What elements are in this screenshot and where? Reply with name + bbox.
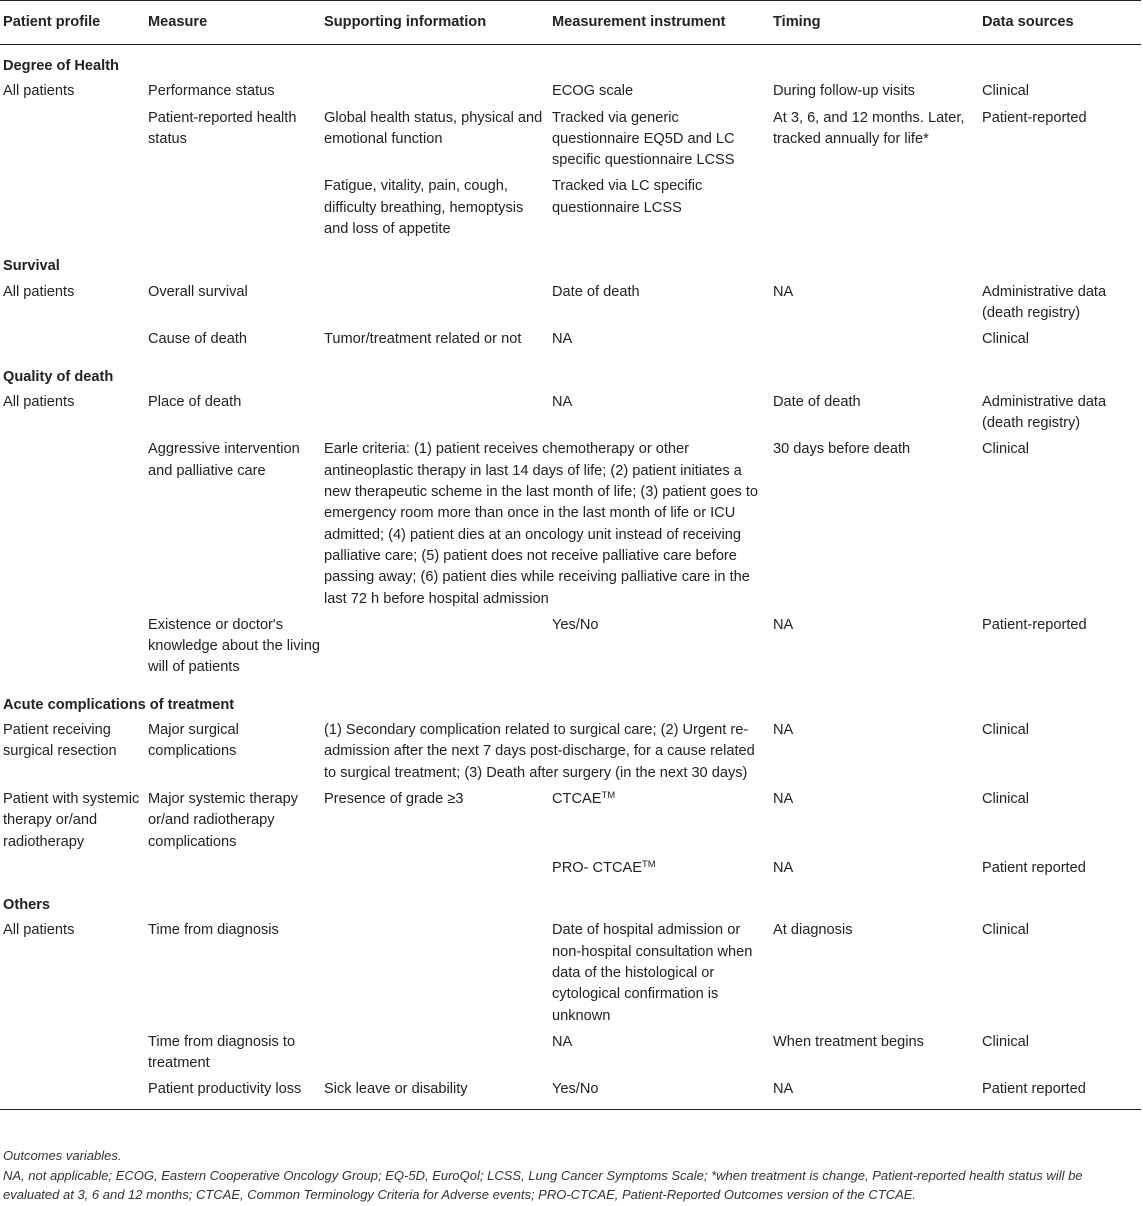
cell-supporting-information xyxy=(321,392,549,440)
cell-supporting-information xyxy=(321,789,549,858)
cell-measure xyxy=(145,392,321,440)
cell-text: Tumor/treatment related or not xyxy=(324,331,522,348)
table-row xyxy=(0,920,1141,1031)
table-row xyxy=(0,392,1141,440)
cell-measurement-instrument xyxy=(549,858,770,884)
cell-data-sources xyxy=(979,329,1141,355)
cell-patient-profile xyxy=(0,282,145,330)
cell-data-sources xyxy=(979,1079,1141,1109)
section-row xyxy=(0,684,1141,720)
section-row xyxy=(0,45,1141,82)
table-row xyxy=(0,81,1141,107)
cell-text: NA xyxy=(552,331,573,348)
abbreviations-note: NA, not applicable; ECOG, Eastern Cooperative Oncology Group; EQ-5D, EuroQol; LCSS, Lung Cancer Symptoms Scale; *when treatment is change, Patient-reported health status will be evaluated at 3, 6 and 12 months; CTCAE, Common Terminology Criteria for Adverse events; PRO-CTCAE, Patient-Reported Outcomes version of the CTCAE. xyxy=(3,1167,1083,1202)
cell-timing xyxy=(770,108,979,177)
cell-patient-profile xyxy=(0,329,145,355)
cell-text: NA xyxy=(773,859,794,876)
cell-text: Patient receiving surgical resection xyxy=(3,722,117,760)
trademark-mark: TM xyxy=(642,858,656,870)
cell-text: Performance status xyxy=(148,83,275,100)
cell-measurement-instrument xyxy=(549,392,770,440)
cell-text: NA xyxy=(552,393,573,410)
cell-supporting-information xyxy=(321,282,549,330)
cell-patient-profile xyxy=(0,108,145,177)
cell-text: Earle criteria: (1) patient receives chemotherapy or other antineoplastic therapy in last 14 days of life; (2) patient initiates a new therapeutic scheme in the last month of life; (3) patient goes to emergency room more than once in the last month of life or ICU admitted; (4) patient dies at an oncology unit instead of receiving palliative care; (5) patient does not receive palliative care before passing away; (6) patient dies while receiving palliative care in the last 72 h before hospital admission xyxy=(324,441,759,607)
cell-supporting-information xyxy=(321,720,770,789)
cell-measurement-instrument xyxy=(549,329,770,355)
cell-text: Place of death xyxy=(148,393,242,410)
table-row xyxy=(0,282,1141,330)
cell-text: NA xyxy=(773,1081,794,1098)
cell-timing xyxy=(770,392,979,440)
cell-patient-profile xyxy=(0,789,145,858)
table-row xyxy=(0,1079,1141,1109)
section-title: Others xyxy=(3,897,51,914)
section-row xyxy=(0,245,1141,281)
cell-text: Clinical xyxy=(982,83,1030,100)
cell-timing xyxy=(770,858,979,884)
cell-text: Existence or doctor's knowledge about the living will of patients xyxy=(148,616,321,676)
cell-text: Cause of death xyxy=(148,331,247,348)
cell-text: Major surgical complications xyxy=(148,722,239,760)
header-data-sources: Data sources xyxy=(979,1,1141,45)
cell-data-sources xyxy=(979,81,1141,107)
cell-measure xyxy=(145,329,321,355)
cell-text: Patient reported xyxy=(982,859,1086,876)
cell-text: PRO- CTCAE xyxy=(552,859,642,876)
cell-measurement-instrument xyxy=(549,1032,770,1080)
cell-data-sources xyxy=(979,858,1141,884)
cell-text: NA xyxy=(552,1033,573,1050)
table-row xyxy=(0,615,1141,684)
cell-text: Date of hospital admission or non-hospital consultation when data of the histological or cytological confirmation is unknown xyxy=(552,922,753,1024)
cell-text: Clinical xyxy=(982,1033,1030,1050)
cell-measure xyxy=(145,108,321,177)
cell-text: Administrative data (death registry) xyxy=(982,283,1107,321)
cell-text: Tracked via LC specific questionnaire LCSS xyxy=(552,178,703,216)
cell-measurement-instrument xyxy=(549,108,770,177)
cell-text: NA xyxy=(773,790,794,807)
cell-data-sources xyxy=(979,176,1141,245)
cell-text: NA xyxy=(773,283,794,300)
cell-measure xyxy=(145,1032,321,1080)
cell-text: During follow-up visits xyxy=(773,83,915,100)
cell-patient-profile xyxy=(0,858,145,884)
cell-text: Patient reported xyxy=(982,1081,1086,1098)
cell-text: Date of death xyxy=(552,283,640,300)
cell-measurement-instrument xyxy=(549,282,770,330)
cell-timing xyxy=(770,615,979,684)
cell-text: Overall survival xyxy=(148,283,248,300)
cell-supporting-information xyxy=(321,615,549,684)
cell-patient-profile xyxy=(0,720,145,789)
table-header xyxy=(0,1,1141,45)
table-row xyxy=(0,1032,1141,1080)
cell-text: Patient-reported xyxy=(982,109,1087,126)
cell-patient-profile xyxy=(0,176,145,245)
cell-text: Tracked via generic questionnaire EQ5D and LC specific questionnaire LCSS xyxy=(552,109,735,169)
cell-measure xyxy=(145,920,321,1031)
cell-data-sources xyxy=(979,1032,1141,1080)
cell-timing xyxy=(770,920,979,1031)
cell-measure xyxy=(145,720,321,789)
cell-data-sources xyxy=(979,615,1141,684)
cell-text: Major systemic therapy or/and radiotherapy complications xyxy=(148,790,299,850)
table-row xyxy=(0,439,1141,614)
cell-text: Clinical xyxy=(982,722,1030,739)
cell-timing xyxy=(770,439,979,614)
header-row xyxy=(0,1,1141,45)
header-supporting-information: Supporting information xyxy=(321,1,549,45)
trademark-mark: TM xyxy=(601,789,616,801)
cell-timing xyxy=(770,282,979,330)
cell-timing xyxy=(770,789,979,858)
cell-text: Sick leave or disability xyxy=(324,1081,468,1098)
cell-data-sources xyxy=(979,920,1141,1031)
cell-text: All patients xyxy=(3,393,75,410)
cell-patient-profile xyxy=(0,392,145,440)
header-measure: Measure xyxy=(145,1,321,45)
section-title: Acute complications of treatment xyxy=(3,696,235,713)
cell-text: Clinical xyxy=(982,790,1030,807)
cell-text: All patients xyxy=(3,83,75,100)
cell-text: When treatment begins xyxy=(773,1033,924,1050)
cell-text: Fatigue, vitality, pain, cough, difficulty breathing, hemoptysis and loss of appetite xyxy=(324,178,524,238)
cell-text: Clinical xyxy=(982,922,1030,939)
cell-patient-profile xyxy=(0,81,145,107)
cell-text: Time from diagnosis to treatment xyxy=(148,1033,296,1072)
cell-measurement-instrument xyxy=(549,615,770,684)
cell-text: NA xyxy=(773,722,794,739)
cell-text: All patients xyxy=(3,283,75,300)
cell-measurement-instrument xyxy=(549,81,770,107)
cell-data-sources xyxy=(979,392,1141,440)
cell-measure xyxy=(145,439,321,614)
header-timing: Timing xyxy=(770,1,979,45)
cell-text: Patient-reported health status xyxy=(148,109,297,147)
cell-timing xyxy=(770,1032,979,1080)
cell-measure xyxy=(145,615,321,684)
cell-measure xyxy=(145,282,321,330)
cell-text: Time from diagnosis xyxy=(148,922,279,939)
cell-text: Global health status, physical and emotional function xyxy=(324,109,543,147)
cell-supporting-information xyxy=(321,439,770,614)
section-row xyxy=(0,884,1141,920)
cell-text: Yes/No xyxy=(552,1081,599,1098)
cell-patient-profile xyxy=(0,1032,145,1080)
cell-text: Presence of grade ≥3 xyxy=(324,790,464,807)
cell-supporting-information xyxy=(321,1032,549,1080)
section-title: Survival xyxy=(3,258,60,275)
table-row xyxy=(0,789,1141,858)
cell-measure xyxy=(145,81,321,107)
table-row xyxy=(0,108,1141,177)
cell-supporting-information xyxy=(321,920,549,1031)
table-body xyxy=(0,45,1141,1110)
cell-data-sources xyxy=(979,789,1141,858)
cell-supporting-information xyxy=(321,176,549,245)
section-title: Degree of Health xyxy=(3,58,119,74)
cell-timing xyxy=(770,1079,979,1109)
cell-patient-profile xyxy=(0,920,145,1031)
cell-data-sources xyxy=(979,282,1141,330)
cell-text: CTCAE xyxy=(552,790,602,807)
cell-text: All patients xyxy=(3,922,75,939)
cell-supporting-information xyxy=(321,329,549,355)
cell-patient-profile xyxy=(0,439,145,614)
cell-timing xyxy=(770,329,979,355)
cell-text: (1) Secondary complication related to surgical care; (2) Urgent re-admission after the next 7 days post-discharge, for a cause related to surgical treatment; (3) Death after surgery (in the next 30 days) xyxy=(324,722,755,781)
cell-measurement-instrument xyxy=(549,789,770,858)
cell-text: Date of death xyxy=(773,393,861,410)
cell-text: At 3, 6, and 12 months. Later, tracked annually for life* xyxy=(773,109,965,147)
cell-text: Clinical xyxy=(982,331,1030,348)
cell-data-sources xyxy=(979,439,1141,614)
section-row xyxy=(0,356,1141,392)
table-row xyxy=(0,858,1141,884)
cell-supporting-information xyxy=(321,81,549,107)
cell-text: ECOG scale xyxy=(552,83,634,100)
table-row xyxy=(0,329,1141,355)
cell-measurement-instrument xyxy=(549,176,770,245)
table-row xyxy=(0,720,1141,789)
cell-text: Administrative data (death registry) xyxy=(982,393,1107,432)
cell-measure xyxy=(145,1079,321,1109)
cell-patient-profile xyxy=(0,1079,145,1109)
cell-measure xyxy=(145,858,321,884)
table-row xyxy=(0,176,1141,245)
cell-text: Patient productivity loss xyxy=(148,1081,302,1098)
cell-text: NA xyxy=(773,616,794,633)
cell-measure xyxy=(145,176,321,245)
cell-data-sources xyxy=(979,108,1141,177)
cell-text: Aggressive intervention and palliative care xyxy=(148,441,300,479)
cell-measure xyxy=(145,789,321,858)
cell-text: Yes/No xyxy=(552,616,599,633)
cell-measurement-instrument xyxy=(549,1079,770,1109)
cell-text: 30 days before death xyxy=(773,441,911,458)
cell-timing xyxy=(770,176,979,245)
cell-supporting-information xyxy=(321,108,549,177)
header-measurement-instrument: Measurement instrument xyxy=(549,1,770,45)
cell-data-sources xyxy=(979,720,1141,789)
cell-timing xyxy=(770,81,979,107)
cell-measurement-instrument xyxy=(549,920,770,1031)
cell-text: At diagnosis xyxy=(773,922,853,939)
section-title: Quality of death xyxy=(3,368,114,385)
cell-supporting-information xyxy=(321,858,549,884)
cell-supporting-information xyxy=(321,1079,549,1109)
cell-timing xyxy=(770,720,979,789)
header-patient-profile: Patient profile xyxy=(0,1,145,45)
cell-text: Patient-reported xyxy=(982,616,1087,633)
table-caption: Outcomes variables. xyxy=(3,1148,122,1163)
table-footnotes xyxy=(3,1146,1141,1205)
cell-patient-profile xyxy=(0,615,145,684)
cell-text: Patient with systemic therapy or/and radiotherapy xyxy=(3,790,140,850)
cell-text: Clinical xyxy=(982,441,1030,458)
